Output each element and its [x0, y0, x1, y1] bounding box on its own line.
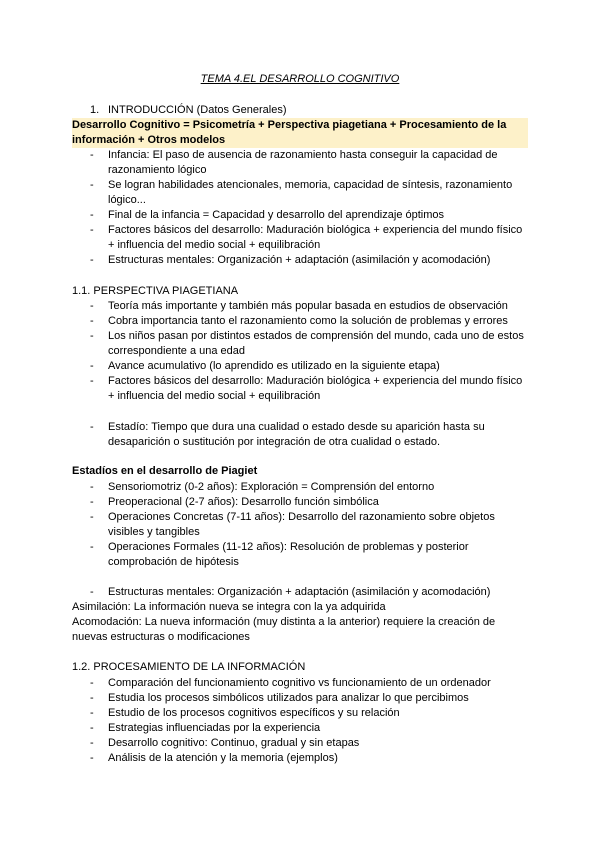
highlight-definition: Desarrollo Cognitivo = Psicometría + Perspectiva piagetiana + Procesamiento de la información + Otros modelos: [72, 118, 528, 148]
piaget-heading: 1.1. PERSPECTIVA PIAGETIANA: [72, 285, 239, 297]
processing-heading: 1.2. PROCESAMIENTO DE LA INFORMACIÓN: [72, 661, 306, 673]
intro-list: [90, 148, 526, 268]
list-item: - Operaciones Formales (11-12 años): Resolución de problemas y posterior comprobación de hipótesis: [90, 540, 526, 570]
list-item: - Preoperacional (2-7 años): Desarrollo función simbólica: [90, 495, 526, 510]
intro-heading: [90, 103, 286, 118]
stage-definition: - Estadío: Tiempo que dura una cualidad o estado desde su aparición hasta su desaparición o sustitución por integración de otra cualidad o estado.: [90, 420, 526, 450]
list-item: - Los niños pasan por distintos estados de comprensión del mundo, cada uno de estos correspondiente a una edad: [90, 329, 526, 359]
list-item: - Se logran habilidades atencionales, memoria, capacidad de síntesis, razonamiento lógico...: [90, 178, 526, 208]
intro-number: 1.: [90, 104, 100, 116]
structures-item: - Estructuras mentales: Organización + adaptación (asimilación y acomodación): [90, 585, 526, 600]
intro-heading-text: INTRODUCCIÓN (Datos Generales): [108, 104, 287, 116]
list-item: - Factores básicos del desarrollo: Maduración biológica + experiencia del mundo físico + influencia del medio social + equilibración: [90, 223, 526, 253]
list-item: - Operaciones Concretas (7-11 años): Desarrollo del razonamiento sobre objetos visibles y tangibles: [90, 510, 526, 540]
list-item: - Estudio de los procesos cognitivos específicos y su relación: [90, 706, 526, 721]
list-item: - Teoría más importante y también más popular basada en estudios de observación: [90, 299, 526, 314]
list-item: - Final de la infancia = Capacidad y desarrollo del aprendizaje óptimos: [90, 208, 526, 223]
list-item: - Desarrollo cognitivo: Continuo, gradual y sin etapas: [90, 736, 526, 751]
accommodation-text: Acomodación: La nueva información (muy distinta a la anterior) requiere la creación de nuevas estructuras o modificaciones: [72, 616, 496, 643]
list-item: - Comparación del funcionamiento cognitivo vs funcionamiento de un ordenador: [90, 676, 526, 691]
structures-list: [90, 585, 526, 600]
assimilation-text: Asimilación: La información nueva se integra con la ya adquirida: [72, 601, 386, 613]
list-item: - Avance acumulativo (lo aprendido es utilizado en la siguiente etapa): [90, 359, 526, 374]
stage-definition-list: [90, 420, 526, 450]
list-item: - Estructuras mentales: Organización + adaptación (asimilación y acomodación): [90, 253, 526, 268]
list-item: - Cobra importancia tanto el razonamiento como la solución de problemas y errores: [90, 314, 526, 329]
document-title: TEMA 4.EL DESARROLLO COGNITIVO: [200, 73, 400, 85]
list-item: - Infancia: El paso de ausencia de razonamiento hasta conseguir la capacidad de razonamiento lógico: [90, 148, 526, 178]
list-item: - Factores básicos del desarrollo: Maduración biológica + experiencia del mundo físico + influencia del medio social + equilibración: [90, 374, 526, 404]
stages-heading: Estadíos en el desarrollo de Piagiet: [72, 465, 258, 477]
list-item: - Estudia los procesos simbólicos utilizados para analizar lo que percibimos: [90, 691, 526, 706]
list-item: - Sensoriomotriz (0-2 años): Exploración = Comprensión del entorno: [90, 480, 526, 495]
list-item: - Estrategias influenciadas por la experiencia: [90, 721, 526, 736]
processing-list: [90, 676, 526, 766]
list-item: - Análisis de la atención y la memoria (ejemplos): [90, 751, 526, 766]
piaget-list: [90, 299, 526, 404]
stages-list: [90, 480, 526, 570]
